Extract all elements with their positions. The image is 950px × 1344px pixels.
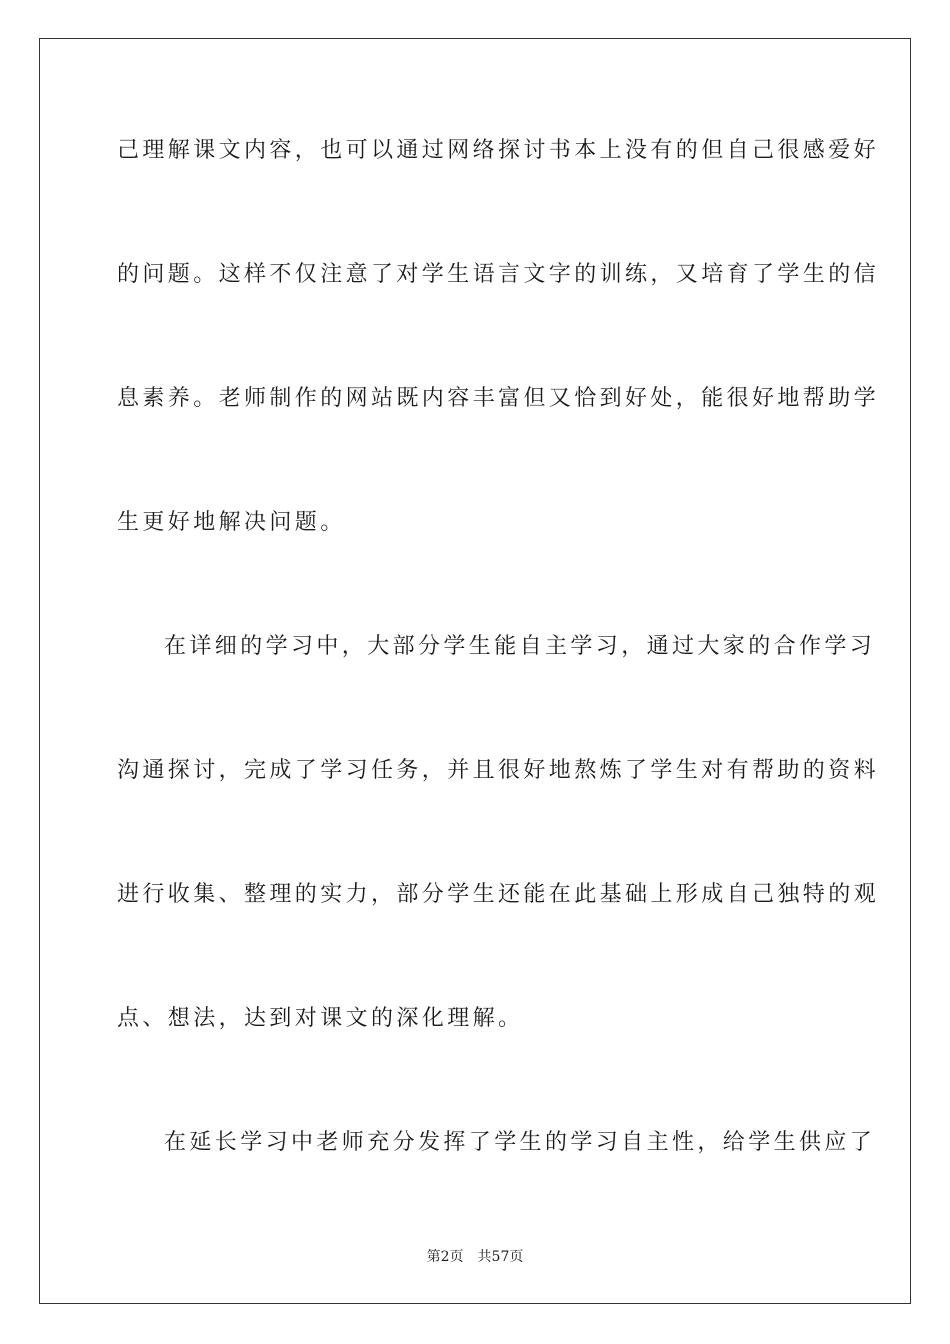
page-number: 第2页 — [426, 1249, 464, 1265]
body-line-5-paragraph-start: 在详细的学习中，大部分学生能自主学习，通过大家的合作学习 — [164, 634, 876, 659]
body-line-9-paragraph-start: 在延长学习中老师充分发挥了学生的学习自主性，给学生供应了 — [164, 1130, 876, 1155]
page-total: 共57页 — [477, 1249, 524, 1265]
page-frame — [39, 38, 911, 1304]
body-line-1: 己理解课文内容，也可以通过网络探讨书本上没有的但自己很感爱好 — [117, 138, 880, 163]
page-footer — [0, 1247, 950, 1267]
body-line-2: 的问题。这样不仅注意了对学生语言文字的训练，又培育了学生的信 — [117, 262, 880, 287]
body-line-6: 沟通探讨，完成了学习任务，并且很好地熬炼了学生对有帮助的资料 — [117, 758, 880, 783]
body-line-3: 息素养。老师制作的网站既内容丰富但又恰到好处，能很好地帮助学 — [117, 386, 880, 411]
body-line-4: 生更好地解决问题。 — [117, 510, 346, 535]
body-line-8: 点、想法，达到对课文的深化理解。 — [117, 1006, 524, 1031]
body-line-7: 进行收集、整理的实力，部分学生还能在此基础上形成自己独特的观 — [117, 882, 880, 907]
